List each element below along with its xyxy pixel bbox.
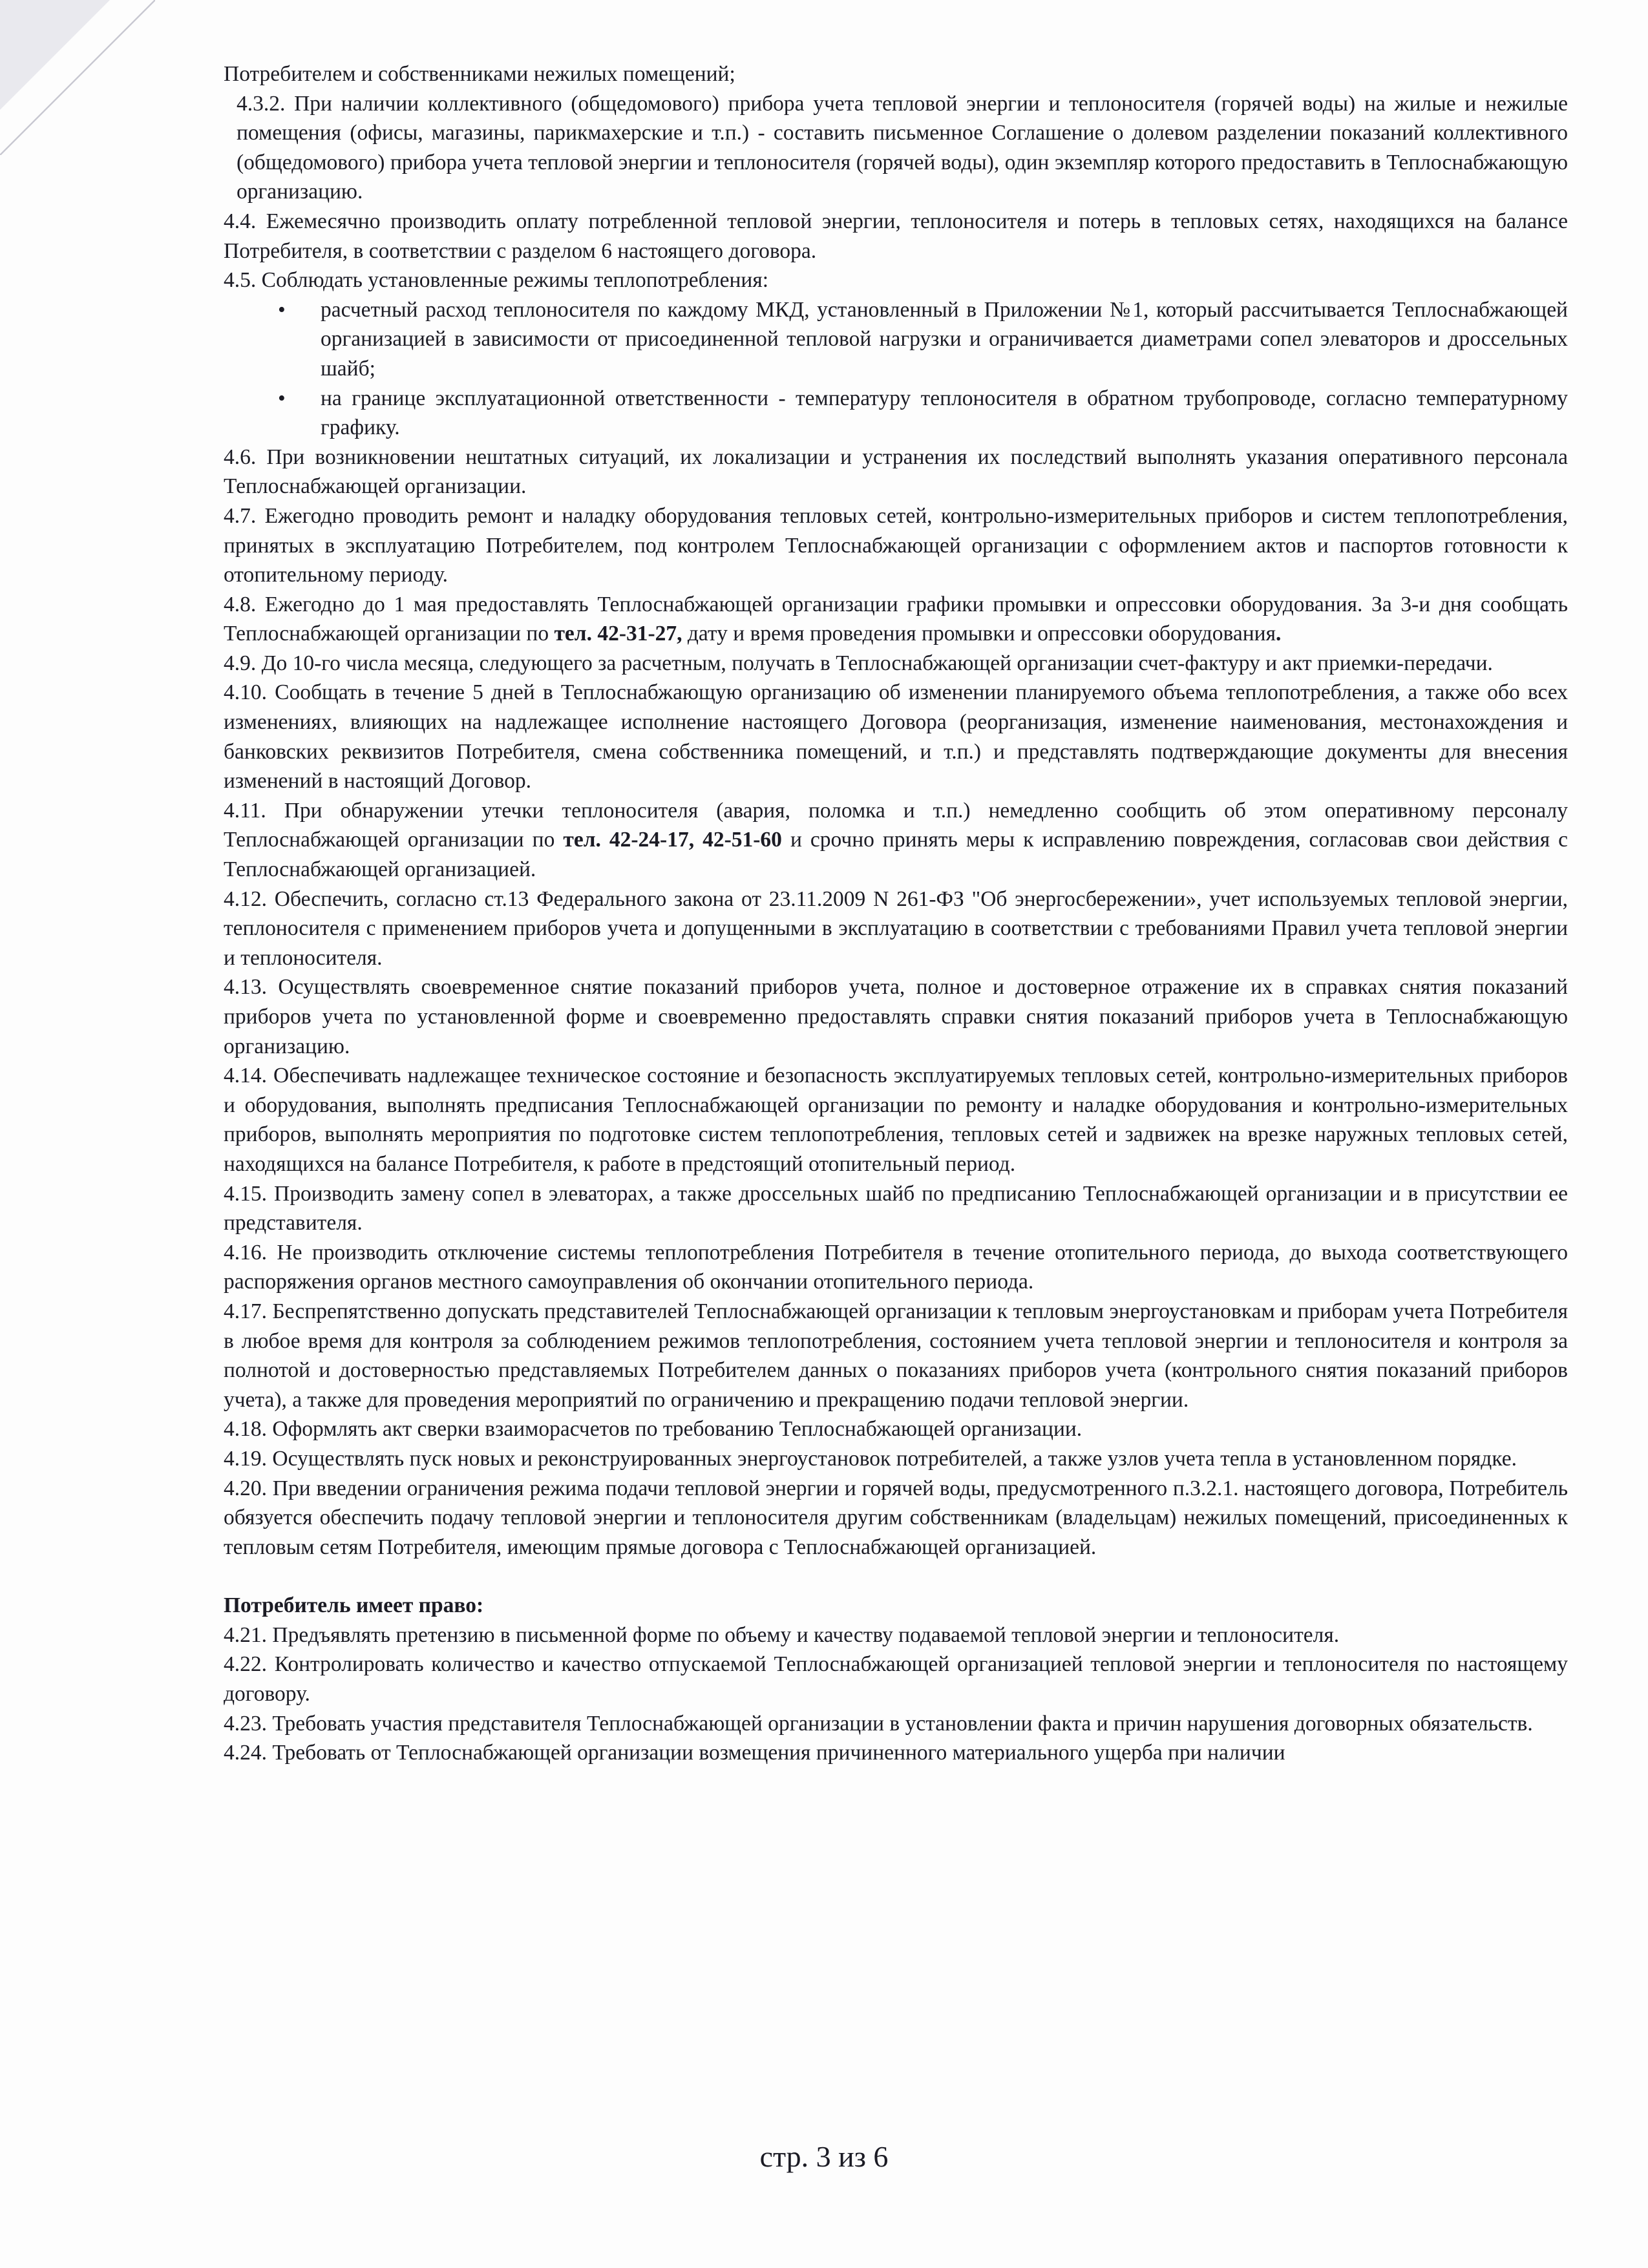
clause-4-19: 4.19. Осуществлять пуск новых и реконструированных энергоустановок потребителей, а также узлов учета тепла в установленном порядке. [224, 1446, 1517, 1471]
clause-4-13: 4.13. Осуществлять своевременное снятие показаний приборов учета, полное и достоверное отражение их в справках снятия показаний приборов учета по установленной форме и своевременно предоставлять справки снятия показаний приборов учета в Теплоснабжающую организацию. [224, 975, 1568, 1058]
clause-4-20: 4.20. При введении ограничения режима подачи тепловой энергии и горячей воды, предусмотренного п.3.2.1. настоящего договора, Потребитель обязуется обеспечить подачу тепловой энергии и теплоносителя другим собственникам (владельцам) нежилых помещений, присоединенных к тепловым сетям Потребителя, имеющим прямые договора с Теплоснабжающей организацией. [224, 1476, 1568, 1559]
list-item [224, 295, 1568, 384]
list-item-text: расчетный расход теплоносителя по каждому МКД, установленный в Приложении №1, который рассчитывается Теплоснабжающей организацией в зависимости от присоединенной тепловой нагрузки и ограничивается диаметрами сопел элеваторов и дроссельных шайб; [321, 297, 1568, 381]
clause-4-8-period: . [1276, 622, 1282, 646]
fold-crease [0, 0, 155, 155]
rights-heading: Потребитель имеет право: [224, 1593, 484, 1618]
clause-4-15: 4.15. Производить замену сопел в элеваторах, а также дроссельных шайб по предписанию Теплоснабжающей организации и в присутствии ее представителя. [224, 1181, 1568, 1235]
intro-line: Потребителем и собственниками нежилых помещений; [224, 62, 735, 86]
list-item [224, 384, 1568, 443]
phone-numbers: тел. 42-24-17, 42-51-60 [563, 828, 782, 852]
bullet-icon: • [278, 386, 286, 410]
clause-4-10: 4.10. Сообщать в течение 5 дней в Теплоснабжающую организацию об изменении планируемого объема теплопотребления, а также обо всех изменениях, влияющих на надлежащее исполнение настоящего Договора (реорганизация, изменение наименования, местонахождения и банковских реквизитов Потребителя, смена собственника помещений, и т.п.) и представлять подтверждающие документы для внесения изменений в настоящий Договор. [224, 680, 1568, 793]
clause-4-11-text: 4.11. При обнаружении утечки теплоносителя (авария, поломка и т.п.) немедленно сообщить об этом оперативному персоналу Теплоснабжающей организации по [224, 798, 1568, 852]
contract-text [224, 59, 1568, 1768]
clause-4-11-text-end: и срочно принять меры к исправлению повреждения, согласовав свои действия с Теплоснабжающей организацией. [224, 828, 1568, 882]
clause-4-5: 4.5. Соблюдать установленные режимы теплопотребления: [224, 268, 769, 293]
clause-4-8-text: 4.8. Ежегодно до 1 мая предоставлять Теплоснабжающей организации графики промывки и опрессовки оборудования. За 3-и дня сообщать Теплоснабжающей организации по [224, 592, 1568, 646]
clause-4-24: 4.24. Требовать от Теплоснабжающей организации возмещения причиненного материального ущерба при наличии [224, 1741, 1285, 1765]
clause-4-14: 4.14. Обеспечивать надлежащее техническое состояние и безопасность эксплуатируемых тепловых сетей, контрольно-измерительных приборов и оборудования, выполнять предписания Теплоснабжающей организации по ремонту и наладке оборудования и контрольно-измерительных приборов, выполнять мероприятия по подготовке систем теплопотребления, тепловых сетей и задвижек на врезке наружных тепловых сетей, находящихся на балансе Потребителя, к работе в предстоящий отопительный период. [224, 1064, 1568, 1176]
clause-4-23: 4.23. Требовать участия представителя Теплоснабжающей организации в установлении факта и причин нарушения договорных обязательств. [224, 1711, 1533, 1736]
clause-4-11 [224, 796, 1568, 885]
list-item-text: на границе эксплуатационной ответственности - температуру теплоносителя в обратном трубопроводе, согласно температурному графику. [321, 386, 1568, 440]
phone-number: тел. 42-31-27, [554, 622, 682, 646]
clause-4-17: 4.17. Беспрепятственно допускать представителей Теплоснабжающей организации к тепловым энергоустановкам и приборам учета Потребителя в любое время для контроля за соблюдением режимов теплопотребления, состоянием учета тепловой энергии и теплоносителя и контроля за полнотой и достоверностью представляемых Потребителем данных о показаниях приборов учета (контрольного снятия показаний приборов учета), а также для проведения мероприятий по ограничению и прекращению подачи тепловой энергии. [224, 1299, 1568, 1412]
clause-4-22: 4.22. Контролировать количество и качество отпускаемой Теплоснабжающей организацией тепловой энергии и теплоносителя по настоящему договору. [224, 1652, 1568, 1706]
clause-4-21: 4.21. Предъявлять претензию в письменной форме по объему и качеству подаваемой тепловой энергии и теплоносителя. [224, 1622, 1340, 1647]
clause-4-3-2: 4.3.2. При наличии коллективного (общедомового) прибора учета тепловой энергии и теплоносителя (горячей воды) на жилые и нежилые помещения (офисы, магазины, парикмахерские и т.п.) - составить письменное Соглашение о долевом разделении показаний коллективного (общедомового) прибора учета тепловой энергии и теплоносителя (горячей воды), один экземпляр которого предоставить в Теплоснабжающую организацию. [237, 91, 1568, 204]
clause-4-18: 4.18. Оформлять акт сверки взаиморасчетов по требованию Теплоснабжающей организации. [224, 1417, 1083, 1442]
bullet-icon: • [278, 297, 286, 322]
clause-4-16: 4.16. Не производить отключение системы теплопотребления Потребителя в течение отопительного периода, до выхода соответствующего распоряжения органов местного самоуправления об окончании отопительного периода. [224, 1240, 1568, 1294]
clause-4-12: 4.12. Обеспечить, согласно ст.13 Федерального закона от 23.11.2009 N 261-ФЗ "Об энергосбережении», учет используемых тепловой энергии, теплоносителя с применением приборов учета и допущенными в эксплуатацию в соответствии с требованиями Правил учета тепловой энергии и теплоносителя. [224, 887, 1568, 970]
clause-4-7: 4.7. Ежегодно проводить ремонт и наладку оборудования тепловых сетей, контрольно-измерительных приборов и систем теплопотребления, принятых в эксплуатацию Потребителем, под контролем Теплоснабжающей организации с оформлением актов и паспортов готовности к отопительному периоду. [224, 503, 1568, 587]
page-number: стр. 3 из 6 [759, 2140, 889, 2173]
clause-4-4: 4.4. Ежемесячно производить оплату потребленной тепловой энергии, теплоносителя и потерь в тепловых сетях, находящихся на балансе Потребителя, в соответствии с разделом 6 настоящего договора. [224, 209, 1568, 263]
clause-4-6: 4.6. При возникновении нештатных ситуаций, их локализации и устранения их последствий выполнять указания оперативного персонала Теплоснабжающей организации. [224, 445, 1568, 499]
clause-4-8 [224, 590, 1568, 649]
clause-4-9: 4.9. До 10-го числа месяца, следующего за расчетным, получать в Теплоснабжающей организации счет-фактуру и акт приемки-передачи. [224, 651, 1493, 675]
clause-4-8-text-end: дату и время проведения промывки и опрессовки оборудования [682, 622, 1276, 646]
